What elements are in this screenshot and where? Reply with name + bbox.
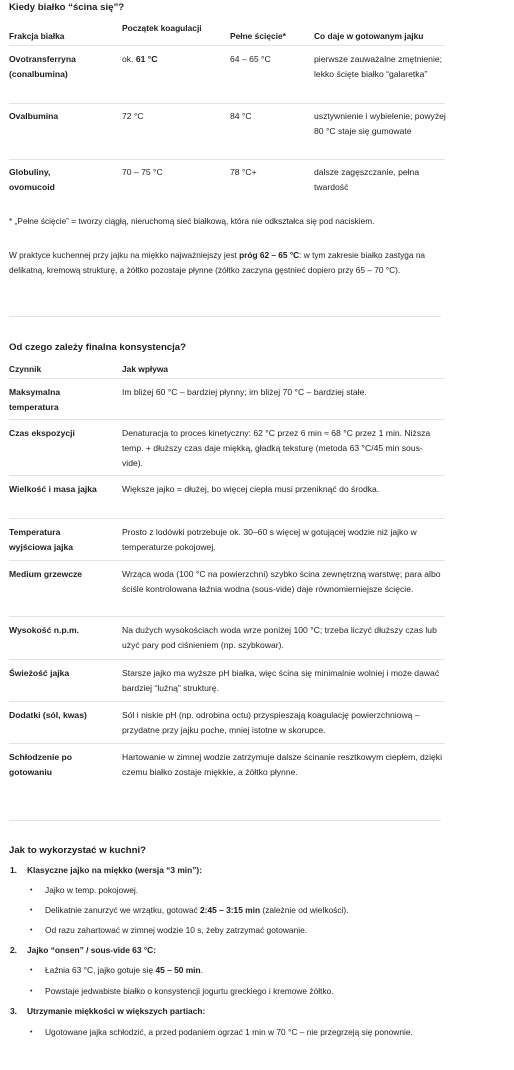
col-header-fraction: Frakcja białka — [9, 31, 65, 41]
bullet-icon: • — [30, 927, 33, 934]
table-row — [9, 702, 445, 744]
table-row — [9, 744, 445, 786]
col-header-factor: Czynnik — [9, 364, 42, 374]
table-header-row — [9, 20, 445, 46]
bullet-text: Jajko w temp. pokojowej. — [45, 885, 139, 895]
full-temp: 84 °C — [230, 111, 252, 121]
factor-name: Czas ekspozycji — [9, 428, 75, 438]
section-1-title: Kiedy białko “ścina się”? — [9, 2, 125, 13]
bullet-text-part: . — [200, 965, 203, 975]
bullet-text-bold: 45 – 50 min — [155, 965, 201, 975]
full-temp: 78 °C+ — [230, 167, 257, 177]
factor-name: Schłodzenie po gotowaniu — [9, 752, 73, 777]
footnote: * „Pełne ścięcie” = tworzy ciągłą, nieruchomą sieć białkową, która nie odkształca się pod naciskiem. — [9, 216, 375, 226]
list-item-title: Jajko “onsen” / sous-vide 63 °C: — [27, 945, 157, 955]
table-row — [9, 660, 445, 702]
summary-paragraph — [9, 248, 441, 278]
effect-text: dalsze zagęszczanie, pełna twardość — [314, 167, 420, 192]
factor-name: Wysokość n.p.m. — [9, 625, 80, 635]
factor-name: Wielkość i masa jajka — [9, 484, 97, 494]
factor-name: Dodatki (sól, kwas) — [9, 710, 87, 720]
table-header-row — [9, 361, 445, 379]
bullet-text: Ugotowane jajka schłodzić, a przed podaniem ogrzać 1 min w 70 °C – nie przegrzeją się ponownie. — [45, 1027, 413, 1037]
bullet-icon: • — [30, 967, 33, 974]
summary-text: : w tym zakresie białko zastyga na delikatną, kremową strukturę, a żółtko pozostaje płynne (żółtko zaczyna gęstnieć dopiero przy 65 – 70 °C). — [9, 250, 426, 275]
table-row — [9, 379, 445, 420]
table-row — [9, 160, 445, 200]
table-row — [9, 104, 445, 160]
divider — [9, 316, 441, 317]
bullet-text: Powstaje jedwabiste białko o konsystencji jogurtu greckiego i kremowe żółtko. — [45, 986, 334, 996]
divider — [9, 820, 441, 821]
col-header-start: Początek koagulacji — [122, 23, 202, 33]
factor-name: Świeżość jajka — [9, 668, 70, 678]
factor-effect: Większe jajko = dłużej, bo więcej ciepła musi przeniknąć do środka. — [122, 484, 380, 494]
col-header-full: Pełne ścięcie* — [230, 31, 286, 41]
effect-text: pierwsze zauważalne zmętnienie; lekko ścięte białko “galaretka” — [314, 54, 443, 79]
start-temp: ok. 61 °C — [122, 54, 158, 64]
table-row — [9, 420, 445, 476]
col-header-effect: Jak wpływa — [122, 364, 169, 374]
factor-effect: Denaturacja to proces kinetyczny: 62 °C przez 6 min ≈ 68 °C przez 1 min. Niższa temp. + dłuższy czas daje miękką, gładką teksturę (metoda 63 °C/45 min sous-vide). — [122, 428, 431, 468]
factor-effect: Prosto z lodówki potrzebuje ok. 30–60 s więcej w gotującej wodzie niż jajko w temperaturze pokojowej. — [122, 527, 417, 552]
full-temp: 64 – 65 °C — [230, 54, 271, 64]
table-row — [9, 46, 445, 104]
section-3-title: Jak to wykorzystać w kuchni? — [9, 845, 147, 856]
bullet-text-part: Łaźnia 63 °C, jajko gotuje się — [45, 965, 156, 975]
effect-text: usztywnienie i wybielenie; powyżej 80 °C staje się gumowate — [314, 111, 446, 136]
bullet-text-part: Delikatnie zanurzyć we wrzątku, gotować — [45, 905, 201, 915]
bullet-text — [45, 903, 349, 918]
factor-effect: Wrząca woda (100 °C na powierzchni) szybko ścina zewnętrzną warstwę; para albo ściśle kontrolowana łaźnia wodna (sous-vide) daje równomierniejsze ścięcie. — [122, 569, 441, 594]
list-number: 3. — [10, 1006, 17, 1016]
start-temp: 72 °C — [122, 111, 144, 121]
factor-effect: Na dużych wysokościach woda wrze poniżej 100 °C; trzeba liczyć dłuższy czas lub użyć pary pod ciśnieniem (np. szybkowar). — [122, 625, 437, 650]
bullet-icon: • — [30, 907, 33, 914]
factor-effect: Sól i niskie pH (np. odrobina octu) przyspieszają koagulację powierzchniową – przydatne przy jajku poche, mniej istotne w skorupce. — [122, 710, 420, 735]
factor-name: Medium grzewcze — [9, 569, 83, 579]
fraction-name: Ovotransferryna (conalbumina) — [9, 54, 76, 79]
bullet-icon: • — [30, 988, 33, 995]
fraction-name: Globuliny, ovomucoid — [9, 167, 55, 192]
list-number: 2. — [10, 945, 17, 955]
bullet-icon: • — [30, 887, 33, 894]
bullet-text — [45, 963, 203, 978]
bullet-icon: • — [30, 1029, 33, 1036]
list-item-title: Utrzymanie miękkości w większych partiach: — [27, 1006, 206, 1016]
start-temp-value: 61 °C — [135, 54, 158, 64]
factor-name: Maksymalna temperatura — [9, 387, 61, 412]
section-2-title: Od czego zależy finalna konsystencja? — [9, 342, 187, 353]
fraction-name: Ovalbumina — [9, 111, 59, 121]
table-row — [9, 476, 445, 519]
table-row — [9, 561, 445, 617]
list-item-title: Klasyczne jajko na miękko (wersja “3 min”): — [27, 865, 203, 875]
table-row — [9, 617, 445, 660]
factor-effect: Im bliżej 60 °C – bardziej płynny; im bliżej 70 °C – bardziej stałe. — [122, 387, 367, 397]
summary-threshold: próg 62 – 65 °C — [239, 250, 300, 260]
start-temp: 70 – 75 °C — [122, 167, 163, 177]
col-header-effect: Co daje w gotowanym jajku — [314, 31, 424, 41]
summary-text: W praktyce kuchennej przy jajku na miękko najważniejszy jest — [9, 250, 240, 260]
list-number: 1. — [10, 865, 17, 875]
factor-effect: Hartowanie w zimnej wodzie zatrzymuje dalsze ścinanie resztkowym ciepłem, dzięki czemu białko zostaje miękkie, a żółtko płynne. — [122, 752, 442, 777]
bullet-text: Od razu zahartować w zimnej wodzie 10 s, żeby zatrzymać gotowanie. — [45, 925, 308, 935]
factor-name: Temperatura wyjściowa jajka — [9, 527, 74, 552]
bullet-text-part: (zależnie od wielkości). — [260, 905, 349, 915]
factor-effect: Starsze jajko ma wyższe pH białka, więc ścina się minimalnie wolniej i może dawać bardziej “luźną” strukturę. — [122, 668, 440, 693]
table-row — [9, 519, 445, 561]
bullet-text-bold: 2:45 – 3:15 min — [200, 905, 261, 915]
